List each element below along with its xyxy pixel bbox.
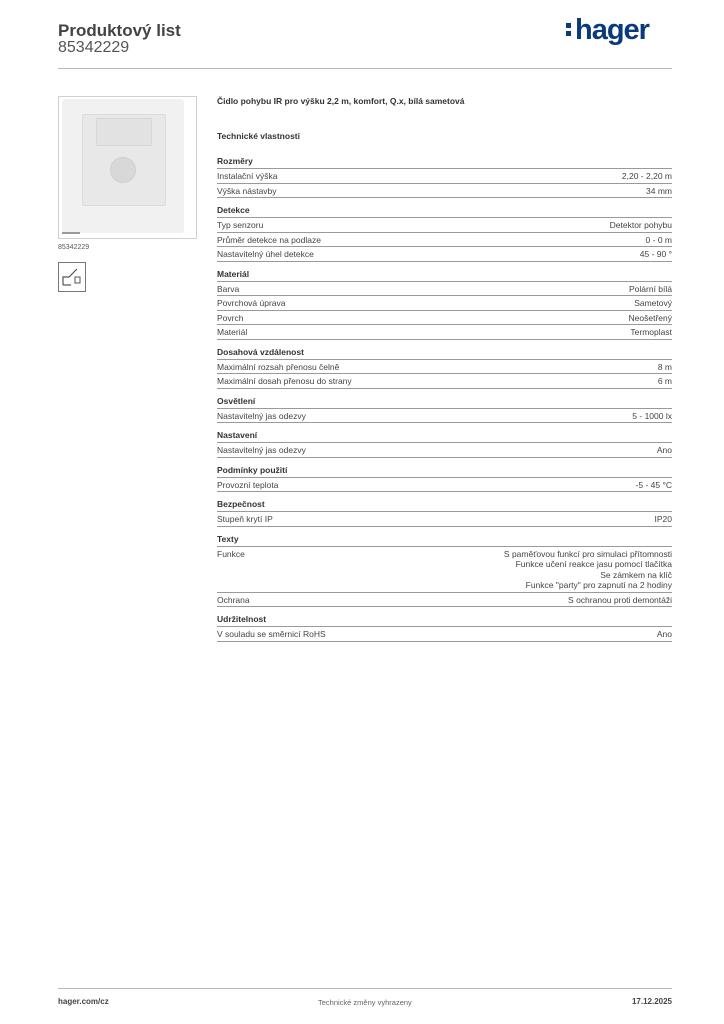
spec-key: V souladu se směrnicí RoHS bbox=[217, 629, 326, 639]
spec-key: Nastavitelný jas odezvy bbox=[217, 410, 306, 421]
spec-section bbox=[217, 430, 672, 458]
spec-value: Ano bbox=[656, 629, 672, 639]
spec-section-title: Rozměry bbox=[217, 156, 672, 169]
hager-logo bbox=[566, 14, 649, 47]
spec-value: Ano bbox=[656, 445, 672, 455]
spec-row bbox=[217, 409, 672, 424]
specs-table bbox=[217, 156, 672, 649]
spec-value: 6 m bbox=[657, 376, 672, 386]
image-caption: 85342229 bbox=[58, 244, 90, 251]
spec-value: Neošetřený bbox=[628, 312, 672, 323]
sensor-lens-top bbox=[96, 118, 152, 146]
footer-date: 17.12.2025 bbox=[631, 997, 672, 1006]
spec-value: 0 - 0 m bbox=[645, 234, 672, 245]
product-number: 85342229 bbox=[58, 39, 130, 56]
spec-row bbox=[217, 627, 672, 642]
spec-section bbox=[217, 396, 672, 424]
spec-value: 34 mm bbox=[646, 185, 672, 196]
spec-row bbox=[217, 311, 672, 326]
spec-value: -5 - 45 °C bbox=[635, 479, 672, 490]
spec-section-title: Detekce bbox=[217, 205, 672, 218]
spec-section bbox=[217, 269, 672, 340]
spec-key: Typ senzoru bbox=[217, 220, 264, 230]
spec-row bbox=[217, 218, 672, 233]
tech-title: Technické vlastnosti bbox=[217, 131, 300, 141]
spec-key: Provozní teplota bbox=[217, 479, 279, 490]
spec-row bbox=[217, 443, 672, 458]
page-title: Produktový list bbox=[58, 21, 181, 40]
spec-key: Nastavitelný úhel detekce bbox=[217, 249, 314, 259]
spec-section-title: Bezpečnost bbox=[217, 499, 672, 512]
spec-row bbox=[217, 325, 672, 340]
spec-section bbox=[217, 465, 672, 493]
spec-section bbox=[217, 156, 672, 198]
spec-row bbox=[217, 360, 672, 375]
spec-row bbox=[217, 169, 672, 184]
spec-key: Instalační výška bbox=[217, 171, 278, 181]
spec-key: Barva bbox=[217, 283, 240, 294]
logo-dots-icon bbox=[566, 21, 572, 37]
spec-value: Polární bílá bbox=[629, 283, 672, 294]
footer-note: Technické změny vyhrazeny bbox=[318, 998, 412, 1007]
spec-value: 8 m bbox=[657, 361, 672, 372]
spec-value: 45 - 90 ° bbox=[639, 249, 672, 259]
spec-section bbox=[217, 534, 672, 608]
spec-row bbox=[217, 282, 672, 297]
spec-key: Funkce bbox=[217, 548, 245, 559]
spec-value: Termoplast bbox=[630, 327, 672, 337]
spec-row bbox=[217, 247, 672, 262]
spec-value: 2,20 - 2,20 m bbox=[621, 171, 672, 181]
spec-key: Povrch bbox=[217, 312, 244, 323]
scale-icon bbox=[62, 229, 80, 234]
spec-key: Maximální rozsah přenosu čelně bbox=[217, 361, 340, 372]
spec-value: Detektor pohybu bbox=[609, 220, 672, 230]
spec-key: Maximální dosah přenosu do strany bbox=[217, 376, 352, 386]
spec-key: Stupeň krytí IP bbox=[217, 514, 273, 524]
spec-row bbox=[217, 593, 672, 608]
spec-key: Ochrana bbox=[217, 594, 250, 605]
spec-section-title: Osvětlení bbox=[217, 396, 672, 409]
spec-section bbox=[217, 614, 672, 642]
spec-row bbox=[217, 512, 672, 527]
spec-value: Sametový bbox=[634, 298, 672, 308]
spec-section-title: Podmínky použití bbox=[217, 465, 672, 478]
spec-key: Materiál bbox=[217, 327, 248, 337]
spec-key: Nastavitelný jas odezvy bbox=[217, 445, 306, 455]
spec-row bbox=[217, 184, 672, 199]
spec-section-title: Nastavení bbox=[217, 430, 672, 443]
footer-website: hager.com/cz bbox=[58, 997, 109, 1006]
spec-row bbox=[217, 478, 672, 493]
mounting-symbol-icon bbox=[58, 262, 86, 292]
spec-section-title: Materiál bbox=[217, 269, 672, 282]
spec-value: S ochranou proti demontáži bbox=[568, 594, 672, 605]
product-title: Čidlo pohybu IR pro výšku 2,2 m, komfort, Q.x, bílá sametová bbox=[217, 96, 465, 106]
spec-section bbox=[217, 347, 672, 389]
spec-value: IP20 bbox=[654, 514, 672, 524]
logo-text: hager bbox=[575, 14, 649, 46]
spec-section-title: Udržitelnost bbox=[217, 614, 672, 627]
spec-section bbox=[217, 205, 672, 262]
footer-divider bbox=[58, 988, 672, 989]
spec-value: 5 - 1000 lx bbox=[632, 410, 672, 421]
spec-value: S paměťovou funkcí pro simulaci přítomnosti Funkce učení reakce jasu pomocí tlačítka Se zámkem na klíč Funkce "party" pro zapnutí na 2 hodiny bbox=[503, 548, 672, 590]
spec-section-title: Dosahová vzdálenost bbox=[217, 347, 672, 360]
spec-row bbox=[217, 547, 672, 593]
header-divider bbox=[58, 68, 672, 69]
spec-row bbox=[217, 296, 672, 311]
spec-key: Výška nástavby bbox=[217, 185, 277, 196]
spec-row bbox=[217, 374, 672, 389]
spec-section bbox=[217, 499, 672, 527]
spec-key: Průměr detekce na podlaze bbox=[217, 234, 321, 245]
spec-section-title: Texty bbox=[217, 534, 672, 547]
spec-row bbox=[217, 233, 672, 248]
sensor-eye bbox=[110, 157, 136, 183]
spec-key: Povrchová úprava bbox=[217, 298, 286, 308]
